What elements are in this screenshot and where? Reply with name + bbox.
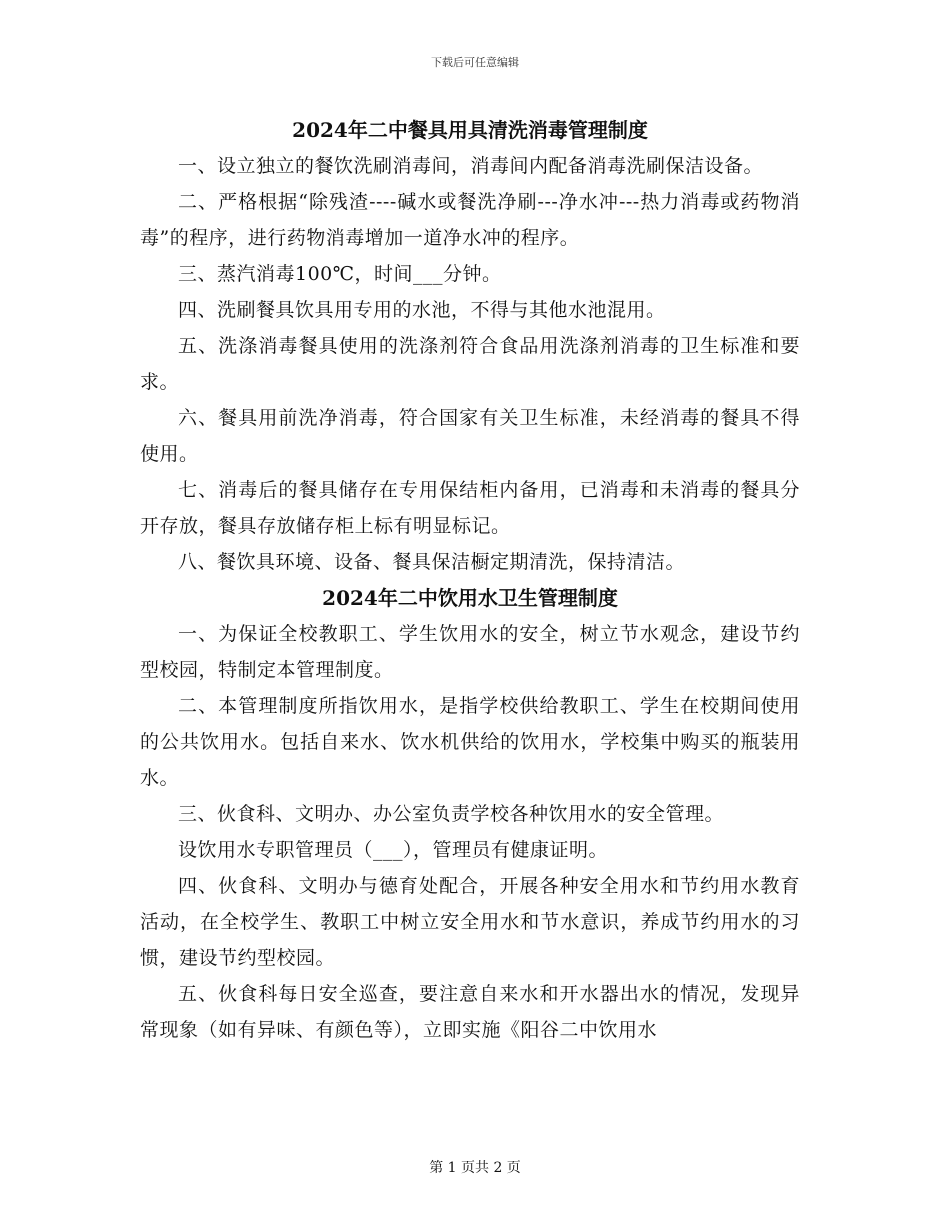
paragraph: 二、本管理制度所指饮用水，是指学校供给教职工、学生在校期间使用的公共饮用水。包括自来水、饮水机供给的饮用水，学校集中购买的瓶装用水。 bbox=[140, 695, 800, 789]
paragraph: 三、蒸汽消毒100℃，时间___分钟。 bbox=[178, 263, 502, 285]
document-body bbox=[140, 112, 800, 1048]
paragraph: 设饮用水专职管理员（___），管理员有健康证明。 bbox=[178, 839, 609, 861]
paragraph: 五、洗涤消毒餐具使用的洗涤剂符合食品用洗涤剂消毒的卫生标准和要求。 bbox=[140, 335, 800, 393]
paragraph: 四、伙食科、文明办与德育处配合，开展各种安全用水和节约用水教育活动，在全校学生、教职工中树立安全用水和节水意识，养成节约用水的习惯，建设节约型校园。 bbox=[140, 875, 800, 969]
paragraph: 六、餐具用前洗净消毒，符合国家有关卫生标准，未经消毒的餐具不得使用。 bbox=[140, 407, 800, 465]
paragraph: 四、洗刷餐具饮具用专用的水池，不得与其他水池混用。 bbox=[178, 299, 666, 321]
page-footer: 第 1 页共 2 页 bbox=[429, 1160, 521, 1176]
paragraph: 八、餐饮具环境、设备、餐具保洁橱定期清洗，保持清洁。 bbox=[178, 551, 686, 573]
page-header: 下载后可任意编辑 bbox=[431, 56, 519, 69]
section-title-tableware: 2024年二中餐具用具清洗消毒管理制度 bbox=[292, 118, 648, 142]
paragraph: 一、为保证全校教职工、学生饮用水的安全，树立节水观念，建设节约型校园，特制定本管理制度。 bbox=[140, 623, 800, 681]
paragraph: 七、消毒后的餐具储存在专用保结柜内备用，已消毒和未消毒的餐具分开存放，餐具存放储存柜上标有明显标记。 bbox=[140, 479, 800, 537]
paragraph: 二、严格根据“除残渣----碱水或餐洗净刷---净水冲---热力消毒或药物消毒”的程序，进行药物消毒增加一道净水冲的程序。 bbox=[140, 191, 800, 249]
paragraph: 三、伙食科、文明办、办公室负责学校各种饮用水的安全管理。 bbox=[178, 803, 725, 825]
paragraph: 五、伙食科每日安全巡查，要注意自来水和开水器出水的情况，发现异常现象（如有异味、有颜色等），立即实施《阳谷二中饮用水 bbox=[140, 983, 800, 1041]
paragraph: 一、设立独立的餐饮洗刷消毒间，消毒间内配备消毒洗刷保洁设备。 bbox=[178, 155, 764, 177]
section-title-drinking-water: 2024年二中饮用水卫生管理制度 bbox=[322, 586, 618, 610]
